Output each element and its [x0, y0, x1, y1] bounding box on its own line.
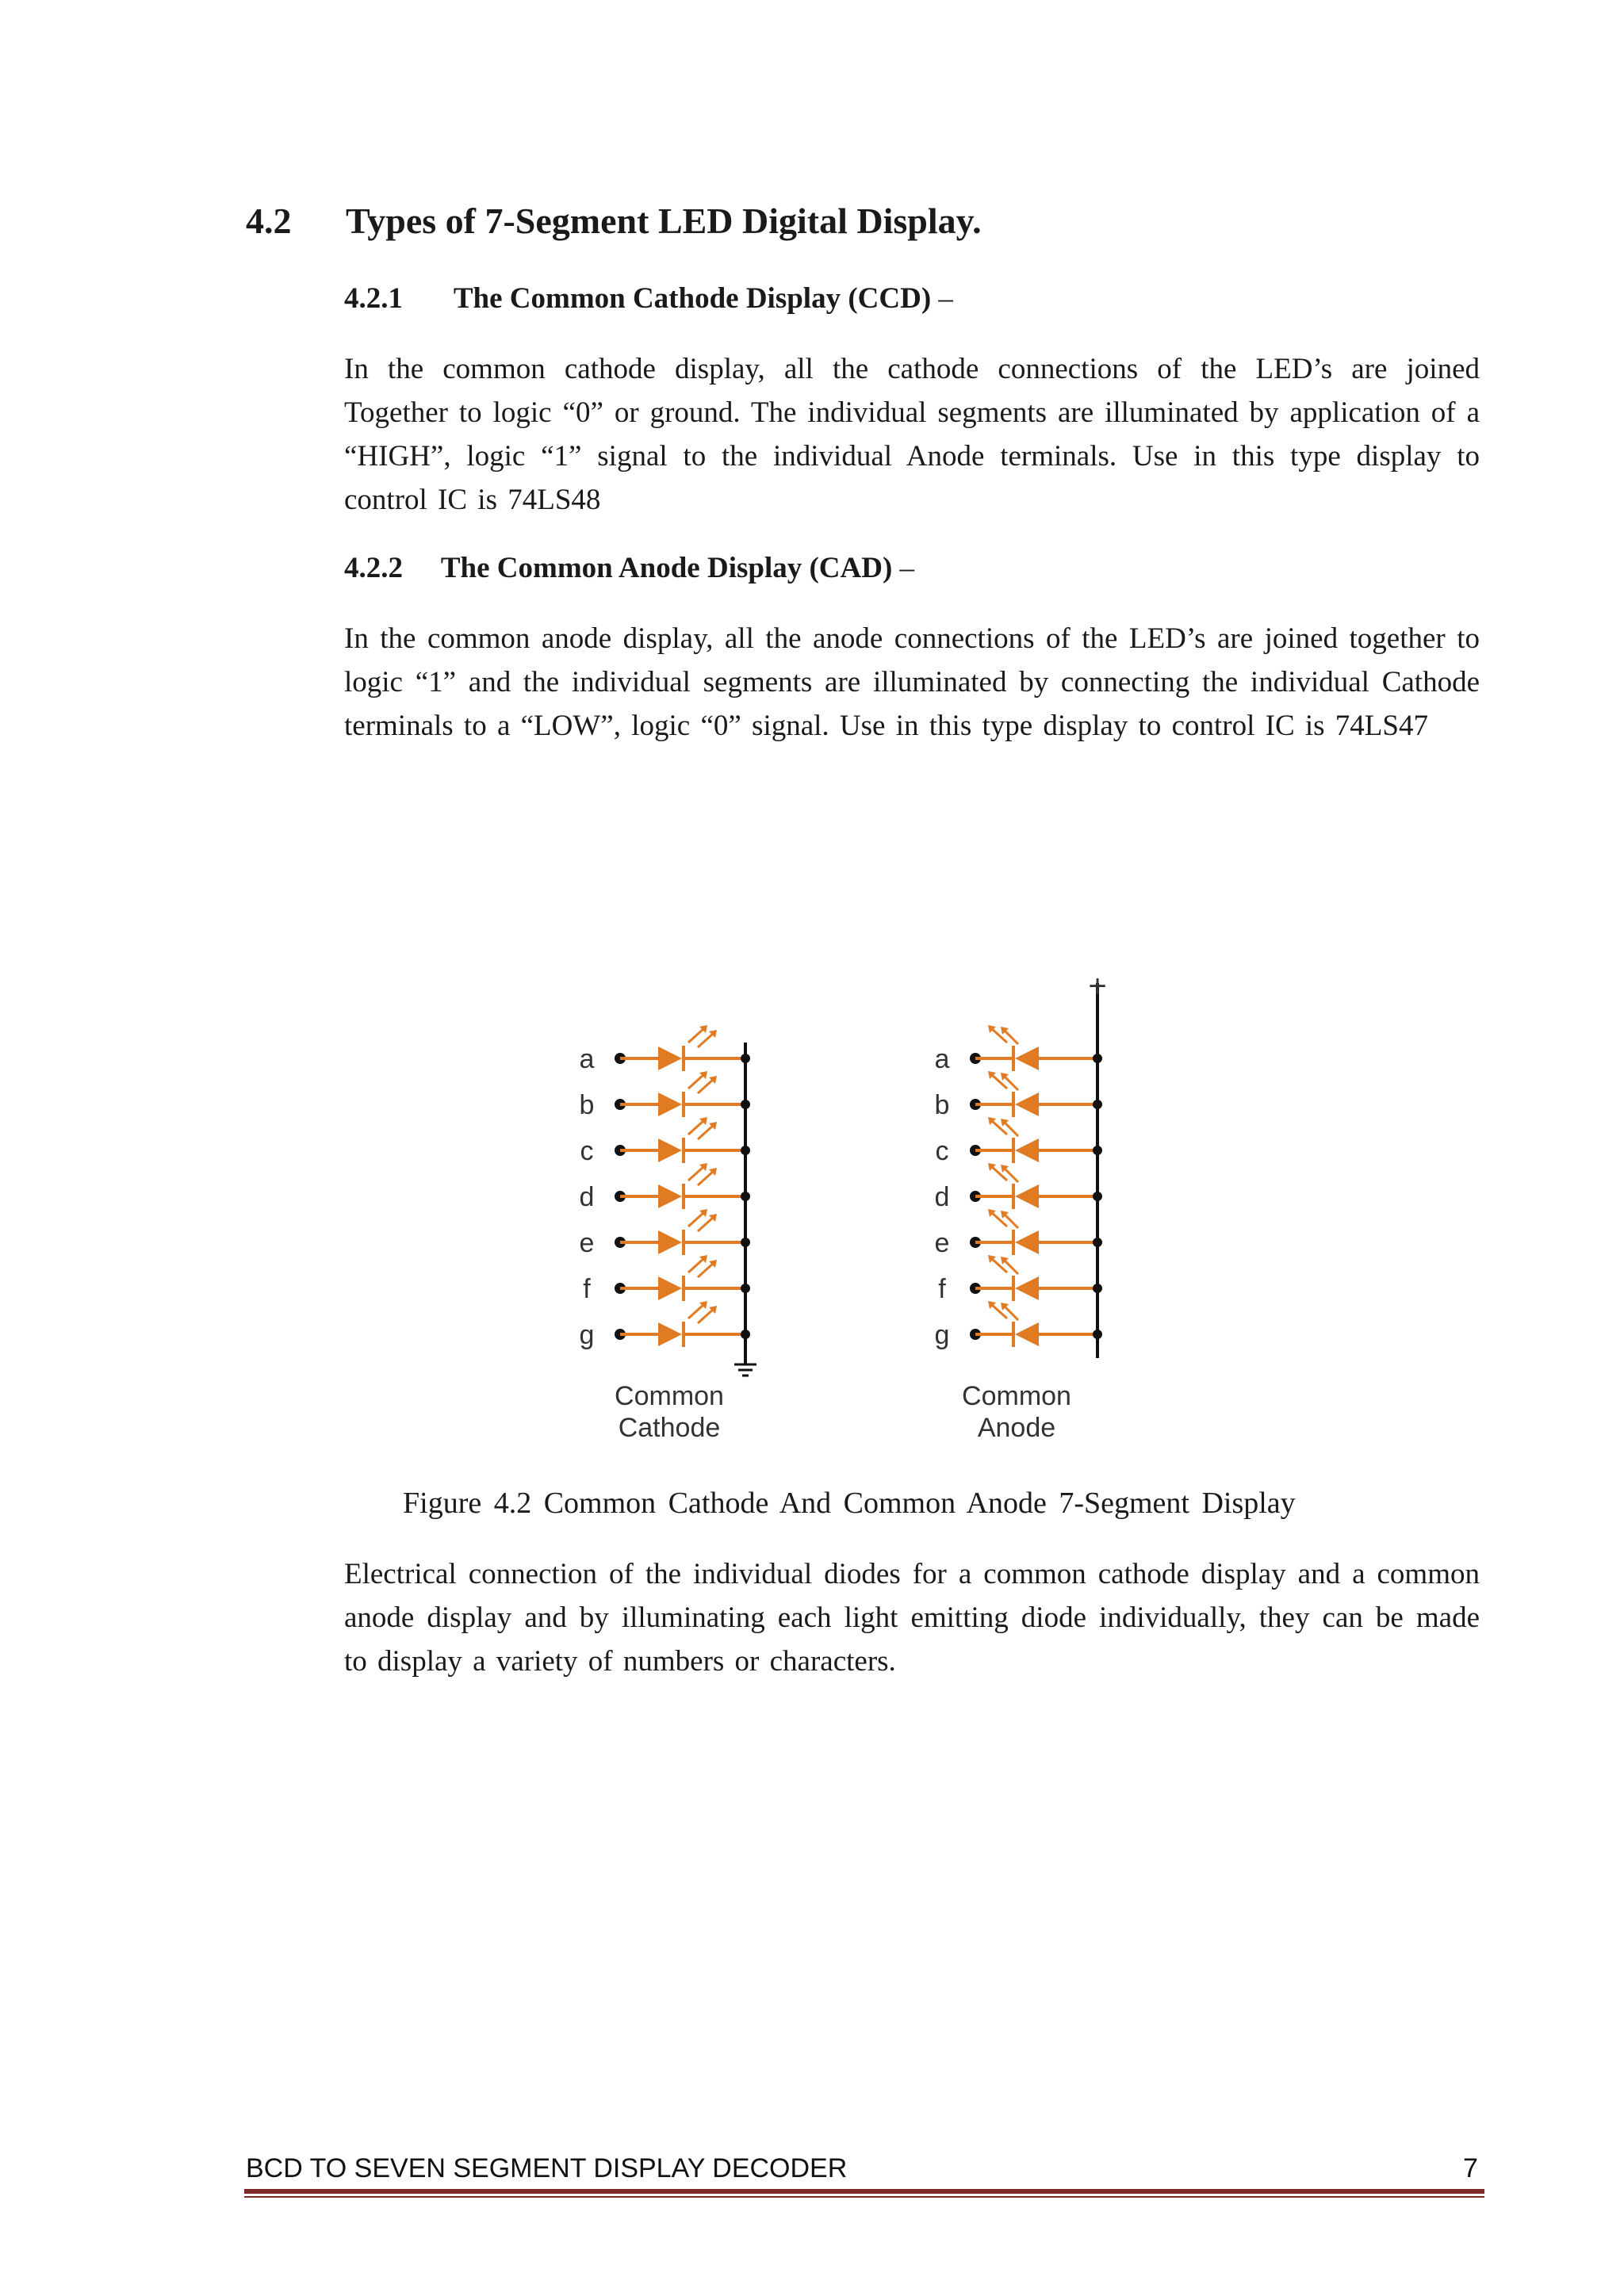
junction-dot	[741, 1238, 750, 1247]
junction-dot	[1093, 1100, 1102, 1109]
segment-label: a	[579, 1044, 595, 1074]
subsection-dash: –	[899, 552, 915, 584]
paragraph-closing: Electrical connection of the individual diodes for a common cathode display and a common anode display and by illuminating each light emitting diode individually, they can be made to display a variety of numbers or characters.	[344, 1558, 1480, 1678]
light-arrow	[688, 1074, 704, 1089]
led-triangle	[658, 1230, 682, 1254]
segment-label: c	[935, 1136, 949, 1166]
plus-symbol: +	[1088, 969, 1107, 1004]
junction-dot	[1093, 1146, 1102, 1155]
led-triangle	[658, 1184, 682, 1208]
led-triangle	[658, 1047, 682, 1070]
cathode-label-line2: Cathode	[618, 1413, 721, 1443]
section-title: Types of 7-Segment LED Digital Display.	[346, 201, 982, 241]
junction-dot	[741, 1100, 750, 1109]
junction-dot	[741, 1192, 750, 1201]
junction-dot	[1093, 1284, 1102, 1293]
led-triangle	[1015, 1322, 1039, 1346]
led-triangle	[1015, 1138, 1039, 1162]
segment-label: d	[934, 1182, 950, 1212]
footer-rule	[244, 2189, 1484, 2194]
light-arrow	[688, 1120, 704, 1135]
junction-dot	[741, 1330, 750, 1339]
light-arrow	[688, 1304, 704, 1318]
segment-label: b	[579, 1090, 595, 1120]
led-triangle	[1015, 1047, 1039, 1070]
led-triangle	[1015, 1184, 1039, 1208]
footer-rule-thin	[244, 2196, 1484, 2198]
led-triangle	[658, 1276, 682, 1300]
light-arrow	[698, 1171, 714, 1185]
light-arrow	[698, 1079, 714, 1093]
junction-dot	[1093, 1238, 1102, 1247]
subsection-title: The Common Cathode Display (CCD)	[453, 282, 932, 315]
segment-label: d	[579, 1182, 595, 1212]
segment-label: g	[934, 1320, 950, 1350]
anode-label-line2: Anode	[977, 1413, 1056, 1443]
junction-dot	[741, 1146, 750, 1155]
led-triangle	[658, 1322, 682, 1346]
led-circuit-figure	[0, 951, 1624, 1475]
light-arrow	[698, 1033, 714, 1047]
light-arrow	[688, 1258, 704, 1272]
light-arrow	[698, 1125, 714, 1139]
junction-dot	[741, 1054, 750, 1063]
segment-label: e	[579, 1228, 595, 1258]
subsection-heading-cad	[344, 551, 914, 585]
footer-title: BCD TO SEVEN SEGMENT DISPLAY DECODER	[246, 2153, 848, 2183]
light-arrow	[698, 1309, 714, 1323]
led-triangle	[658, 1093, 682, 1116]
page-number: 7	[1463, 2153, 1478, 2183]
segment-label: e	[934, 1228, 950, 1258]
cathode-label-line1: Common	[615, 1381, 724, 1411]
segment-label: f	[938, 1274, 946, 1304]
subsection-number: 4.2.2	[344, 552, 403, 584]
led-triangle	[658, 1138, 682, 1162]
subsection-title: The Common Anode Display (CAD)	[440, 552, 893, 584]
subsection-heading-ccd	[344, 281, 953, 316]
subsection-dash: –	[938, 282, 953, 315]
paragraph-cad: In the common anode display, all the anode connections of the LED’s are joined together to logic “1” and the individual segments are illuminated by connecting the individual Cathode terminals to a “LOW”, logic “0” signal. Use in this type display to control IC is 74LS47	[344, 622, 1480, 742]
light-arrow	[698, 1217, 714, 1231]
light-arrow	[688, 1028, 704, 1043]
light-arrow	[688, 1212, 704, 1226]
junction-dot	[1093, 1054, 1102, 1063]
figure-caption: Figure 4.2 Common Cathode And Common Anode 7-Segment Display	[403, 1487, 1296, 1520]
led-triangle	[1015, 1230, 1039, 1254]
junction-dot	[1093, 1192, 1102, 1201]
led-triangle	[1015, 1093, 1039, 1116]
led-triangle	[1015, 1276, 1039, 1300]
anode-label-line1: Common	[962, 1381, 1071, 1411]
junction-dot	[1093, 1330, 1102, 1339]
paragraph-ccd: In the common cathode display, all the cathode connections of the LED’s are joined Together to logic “0” or ground. The individual segments are illuminated by application of a “HIGH”, logic “1” signal to the individual Anode terminals. Use in this type display to control IC is 74LS48	[344, 353, 1480, 516]
segment-label: c	[580, 1136, 594, 1166]
light-arrow	[698, 1263, 714, 1277]
subsection-number: 4.2.1	[344, 282, 403, 315]
light-arrow	[688, 1166, 704, 1181]
section-number: 4.2	[246, 201, 292, 241]
segment-label: a	[934, 1044, 950, 1074]
segment-label: g	[579, 1320, 595, 1350]
junction-dot	[741, 1284, 750, 1293]
segment-label: f	[583, 1274, 591, 1304]
segment-label: b	[934, 1090, 950, 1120]
